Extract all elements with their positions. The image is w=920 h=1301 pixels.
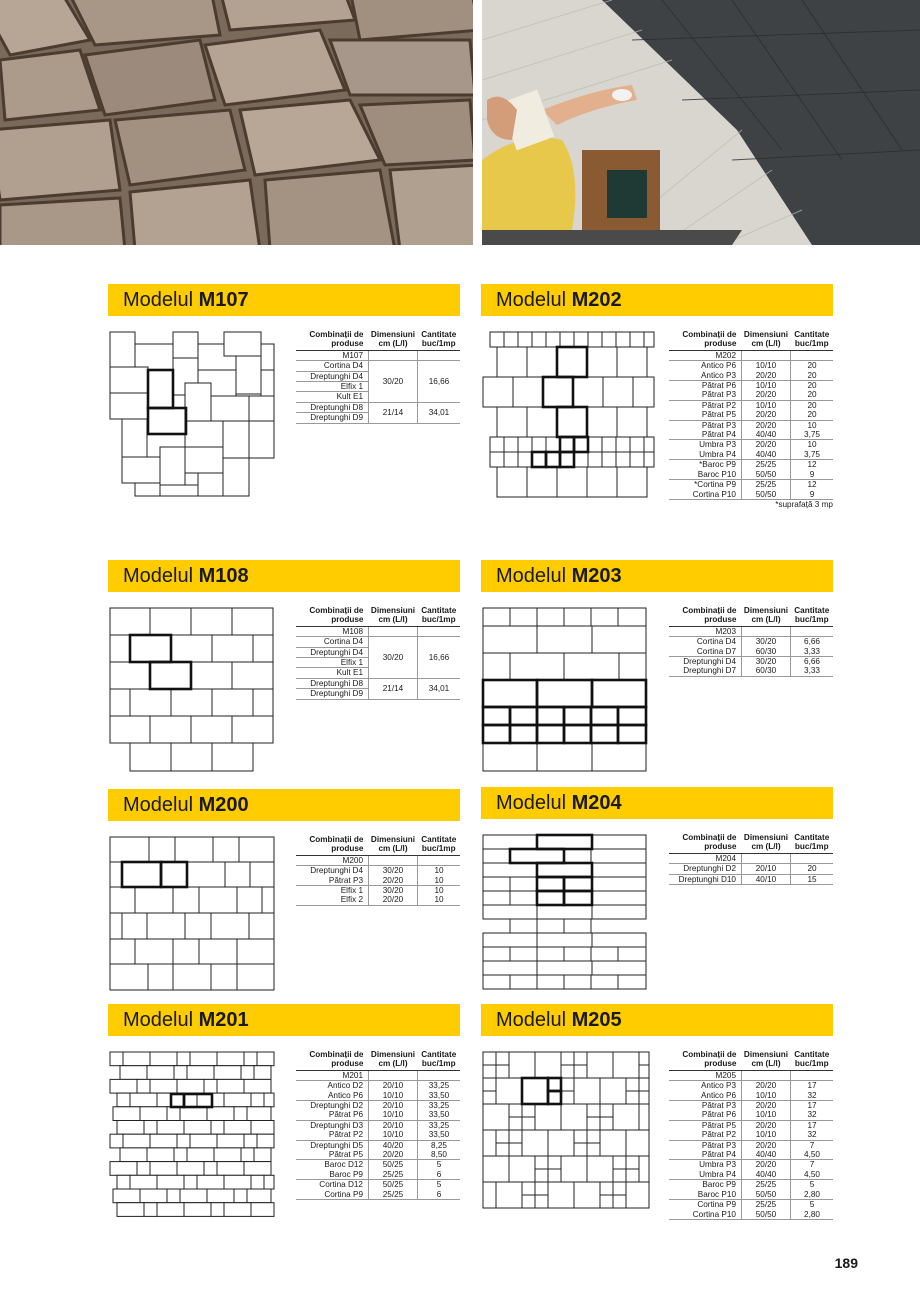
dimension-value: 50/50 <box>742 490 791 500</box>
dimension-value: 25/25 <box>742 1180 791 1190</box>
table-row <box>669 1081 833 1091</box>
quantity-value: 6,66 <box>804 657 820 667</box>
product-name: Dreptunghi D3 <box>310 1120 363 1130</box>
product-name: Antico P6 <box>700 361 736 371</box>
quantity-value: 20 <box>791 864 834 874</box>
section-title-bar <box>481 560 833 592</box>
model-row <box>296 855 460 865</box>
product-table-m204: Combinații de produse Dimensiuni cm (L/l) Cantitate buc/1mp M204 Dreptunghi D2 20/10 20 Dreptunghi D10 40/10 15 <box>669 833 833 885</box>
quantity-value: 10 <box>418 895 461 905</box>
section-title-bar <box>481 1004 833 1036</box>
table-row <box>669 1091 833 1101</box>
quantity-value: 7 <box>809 1160 815 1170</box>
table-row <box>669 1120 833 1130</box>
paving-pattern-m108 <box>108 606 276 774</box>
product-name: Cortina P9 <box>697 1200 736 1210</box>
model-row <box>669 853 833 863</box>
section-title-bar <box>108 1004 460 1036</box>
dimension-value: 10/10 <box>742 1130 791 1140</box>
table-row <box>669 490 833 500</box>
product-name: Dreptunghi D4 <box>683 657 736 667</box>
model-row <box>296 626 460 636</box>
table-row <box>669 460 833 470</box>
table-row <box>669 1180 833 1190</box>
dimension-value: 25/25 <box>369 1170 418 1180</box>
product-name: M108 <box>296 626 369 636</box>
table-row <box>296 1140 460 1150</box>
quantity-value: 17 <box>807 1101 817 1111</box>
dimension-value: 40/20 <box>369 1140 418 1150</box>
product-name: Pătrat P3 <box>701 1140 736 1150</box>
product-name: Pătrat P4 <box>669 430 742 440</box>
table-row <box>296 1150 460 1160</box>
quantity-value: 20 <box>807 381 817 391</box>
product-name: Cortina P10 <box>669 490 742 500</box>
product-name: Dreptunghi D5 <box>310 1140 363 1150</box>
product-name: Umbra P4 <box>669 450 742 460</box>
dimension-value: 20/10 <box>369 1120 418 1130</box>
quantity-value: 16,66 <box>418 637 461 679</box>
product-table-m201: Combinații de produse Dimensiuni cm (L/l) Cantitate buc/1mp M201 Antico D2 20/10 33,25 Antico P6 10/10 33,50 Dreptunghi D2 20/10 33,25 Pătrat P6 10/10 33,50 Dreptunghi D3 20/10 33,25 Pătrat P2 10/10 33,50 Dreptunghi D5 40/20 8,25 Pătrat P5 20/20 8,50 Baroc D12 50/25 5 Baroc P9 25/25 6 Cortina D12 50/25 5 Cortina P9 25/25 6 <box>296 1050 460 1200</box>
product-name: Baroc P9 <box>702 1180 736 1190</box>
section-title: Modelul M108 <box>123 565 249 587</box>
quantity-value: 10 <box>807 440 817 450</box>
dimension-value: 30/20 <box>742 657 791 667</box>
product-name: Pătrat P3 <box>701 420 736 430</box>
table-row <box>669 666 833 676</box>
dimension-value: 20/20 <box>742 390 791 400</box>
product-table-m107: Combinații de produse Dimensiuni cm (L/l) Cantitate buc/1mp M107 Cortina D4 30/20 16,66 Dreptunghi D4 Elfix 1 Kult E1 Dreptunghi D8 21/14 34,01 Dreptunghi D9 <box>296 330 460 424</box>
table-row <box>669 480 833 490</box>
model-row <box>669 1070 833 1080</box>
quantity-value: 8,50 <box>418 1150 461 1160</box>
dimension-value: 10/10 <box>369 1110 418 1120</box>
dimension-value: 20/20 <box>742 1140 791 1150</box>
quantity-value: 33,50 <box>418 1130 461 1140</box>
table-row <box>669 864 833 874</box>
page-number: 189 <box>834 1255 858 1271</box>
dimension-value: 25/25 <box>369 1190 418 1200</box>
table-row <box>669 1150 833 1160</box>
quantity-value: 10 <box>418 876 461 886</box>
quantity-value: 17 <box>807 1120 817 1130</box>
quantity-value: 20 <box>807 400 817 410</box>
table-row <box>669 1101 833 1111</box>
model-row <box>669 350 833 360</box>
product-name: Cortina D4 <box>296 637 369 647</box>
dimension-value: 50/25 <box>369 1180 418 1190</box>
table-row <box>669 874 833 884</box>
product-name: Pătrat P3 <box>669 390 742 400</box>
product-name: *Baroc P9 <box>699 460 736 470</box>
product-name: Cortina D4 <box>296 361 369 371</box>
section-title-bar <box>481 787 833 819</box>
dimension-value: 50/50 <box>742 1190 791 1200</box>
quantity-value: 2,80 <box>791 1210 834 1220</box>
quantity-value: 7 <box>809 1140 815 1150</box>
table-row <box>669 420 833 430</box>
product-name: Dreptunghi D10 <box>669 874 742 884</box>
dimension-value: 20/10 <box>369 1081 418 1091</box>
product-name: Pătrat P2 <box>296 1130 369 1140</box>
table-row <box>296 876 460 886</box>
product-name: Pătrat P6 <box>701 381 736 391</box>
quantity-value: 9 <box>791 490 834 500</box>
product-name: Elfix 1 <box>296 658 369 668</box>
product-name: M200 <box>296 855 369 865</box>
product-name: Cortina D4 <box>696 637 736 647</box>
product-table-m202: Combinații de produse Dimensiuni cm (L/l) Cantitate buc/1mp M202 Antico P6 10/10 20 Antico P3 20/20 20 Pătrat P6 10/10 20 Pătrat P3 20/20 20 Pătrat P2 10/10 20 Pătrat P5 20/20 20 Pătrat P3 20/20 10 Pătrat P4 40/40 3,75 Umbra P3 20/20 10 Umbra P4 40/40 3,75 *Baroc P9 25/25 12 Baroc P10 50/50 9 *Cortina P9 25/25 12 Cortina P10 50/50 9 *suprafață 3 mp <box>669 330 833 509</box>
product-name: Dreptunghi D4 <box>296 371 369 381</box>
quantity-value: 20 <box>807 361 817 371</box>
quantity-value: 6,66 <box>804 637 820 647</box>
table-row <box>669 1170 833 1180</box>
table-row <box>296 1160 460 1170</box>
product-name: Baroc P9 <box>296 1170 369 1180</box>
table-row <box>296 1101 460 1111</box>
product-name: Elfix 1 <box>340 886 363 896</box>
dimension-value: 40/40 <box>742 1170 791 1180</box>
dimension-value: 20/20 <box>742 1081 791 1091</box>
dimension-value: 20/20 <box>742 410 791 420</box>
quantity-value: 32 <box>791 1091 834 1101</box>
product-name: Pătrat P2 <box>669 1130 742 1140</box>
dimension-value: 25/25 <box>742 480 791 490</box>
product-name: Dreptunghi D2 <box>310 1101 363 1111</box>
dimension-value: 40/40 <box>742 1150 791 1160</box>
quantity-value: 33,50 <box>418 1091 461 1101</box>
dimension-value: 20/20 <box>742 371 791 381</box>
quantity-value: 20 <box>791 390 834 400</box>
product-name: Pătrat P3 <box>296 876 369 886</box>
table-row <box>669 381 833 391</box>
dimension-value: 10/10 <box>742 361 791 371</box>
table-row <box>669 1130 833 1140</box>
product-name: Antico P3 <box>669 371 742 381</box>
dimension-value: 10/10 <box>742 1091 791 1101</box>
table-row <box>669 637 833 647</box>
dimension-value: 20/20 <box>369 895 418 905</box>
table-row <box>669 450 833 460</box>
table-row <box>669 647 833 657</box>
quantity-value: 32 <box>791 1130 834 1140</box>
table-note: *suprafață 3 mp <box>775 499 833 509</box>
quantity-value: 17 <box>807 1081 817 1091</box>
section-title: Modelul M107 <box>123 289 249 311</box>
product-name: Pătrat P6 <box>296 1110 369 1120</box>
product-name: Antico P3 <box>700 1081 736 1091</box>
section-title: Modelul M201 <box>123 1009 249 1031</box>
section-title: Modelul M203 <box>496 565 622 587</box>
quantity-value: 16,66 <box>418 361 461 403</box>
dimension-value: 20/10 <box>369 1101 418 1111</box>
dimension-value: 10/10 <box>742 1110 791 1120</box>
dimension-value: 50/50 <box>742 470 791 480</box>
product-name: Pătrat P5 <box>296 1150 369 1160</box>
product-name: Pătrat P5 <box>669 410 742 420</box>
quantity-value: 34,01 <box>418 402 461 423</box>
dimension-value: 40/40 <box>742 430 791 440</box>
table-row <box>669 1110 833 1120</box>
quantity-value: 34,01 <box>418 678 461 699</box>
product-name: Kult E1 <box>296 668 369 678</box>
table-row <box>296 361 460 371</box>
dimension-value: 30/20 <box>742 637 791 647</box>
product-name: Dreptunghi D4 <box>310 866 363 876</box>
product-name: M107 <box>296 350 369 360</box>
quantity-value: 3,75 <box>791 430 834 440</box>
product-name: Cortina D7 <box>669 647 742 657</box>
table-row <box>669 371 833 381</box>
product-name: Umbra P3 <box>699 440 736 450</box>
product-name: *Cortina P9 <box>694 480 736 490</box>
photo-paving-stones <box>0 0 473 245</box>
dimension-value: 21/14 <box>369 678 418 699</box>
quantity-value: 10 <box>807 420 817 430</box>
dimension-value: 40/40 <box>742 450 791 460</box>
dimension-value: 25/25 <box>742 1200 791 1210</box>
quantity-value: 3,33 <box>791 666 834 676</box>
table-row <box>669 1210 833 1220</box>
product-name: Pătrat P5 <box>701 1120 736 1130</box>
product-name: Dreptunghi D2 <box>669 864 742 874</box>
table-row <box>669 410 833 420</box>
product-name: Antico P6 <box>296 1091 369 1101</box>
paving-pattern-m200 <box>108 835 276 993</box>
product-name: Dreptunghi D9 <box>296 413 369 423</box>
quantity-value: 33,25 <box>428 1120 450 1130</box>
dimension-value: 40/10 <box>742 874 791 884</box>
dimension-value: 50/50 <box>742 1210 791 1220</box>
table-row <box>296 866 460 876</box>
product-name: Antico P6 <box>669 1091 742 1101</box>
photo-woman-reading-on-pavement <box>482 0 920 245</box>
product-name: Baroc D12 <box>324 1160 363 1170</box>
model-row <box>669 626 833 636</box>
model-row <box>296 350 460 360</box>
quantity-value: 5 <box>436 1160 442 1170</box>
table-row <box>296 1190 460 1200</box>
dimension-value: 30/20 <box>369 637 418 679</box>
quantity-value: 12 <box>807 460 817 470</box>
table-row <box>669 361 833 371</box>
section-title-bar <box>108 789 460 821</box>
model-row <box>296 1070 460 1080</box>
paving-pattern-m204 <box>481 833 651 993</box>
product-name: Pătrat P3 <box>701 1101 736 1111</box>
quantity-value: 12 <box>807 480 817 490</box>
product-name: Baroc P10 <box>669 1190 742 1200</box>
table-row <box>669 1160 833 1170</box>
table-row <box>296 1091 460 1101</box>
table-row <box>669 470 833 480</box>
quantity-value: 32 <box>791 1110 834 1120</box>
table-row <box>669 440 833 450</box>
dimension-value: 20/10 <box>742 864 791 874</box>
section-title: Modelul M200 <box>123 794 249 816</box>
product-name: Cortina P9 <box>296 1190 369 1200</box>
quantity-value: 20 <box>791 371 834 381</box>
product-name: Dreptunghi D9 <box>296 689 369 699</box>
section-title: Modelul M205 <box>496 1009 622 1031</box>
table-row <box>669 390 833 400</box>
product-name: Kult E1 <box>296 392 369 402</box>
product-name: Pătrat P2 <box>701 400 736 410</box>
table-row <box>296 1130 460 1140</box>
dimension-value: 20/20 <box>742 1120 791 1130</box>
paving-pattern-m202 <box>481 330 656 500</box>
dimension-value: 60/30 <box>742 647 791 657</box>
table-row <box>296 895 460 905</box>
product-name: Pătrat P6 <box>669 1110 742 1120</box>
product-table-m203: Combinații de produse Dimensiuni cm (L/l) Cantitate buc/1mp M203 Cortina D4 30/20 6,66 Cortina D7 60/30 3,33 Dreptunghi D4 30/20 6,66 Dreptunghi D7 60/30 3,33 <box>669 606 833 677</box>
quantity-value: 6 <box>418 1170 461 1180</box>
quantity-value: 33,25 <box>428 1101 450 1111</box>
dimension-value: 10/10 <box>369 1091 418 1101</box>
product-name: Umbra P4 <box>669 1170 742 1180</box>
dimension-value: 30/20 <box>369 361 418 403</box>
dimension-value: 20/20 <box>742 440 791 450</box>
table-row <box>296 1170 460 1180</box>
product-name: M201 <box>296 1070 369 1080</box>
quantity-value: 8,25 <box>431 1140 447 1150</box>
dimension-value: 10/10 <box>742 400 791 410</box>
product-table-m205: Combinații de produse Dimensiuni cm (L/l) Cantitate buc/1mp M205 Antico P3 20/20 17 Antico P6 10/10 32 Pătrat P3 20/20 17 Pătrat P6 10/10 32 Pătrat P5 20/20 17 Pătrat P2 10/10 32 Pătrat P3 20/20 7 Pătrat P4 40/40 4,50 Umbra P3 20/20 7 Umbra P4 40/40 4,50 Baroc P9 25/25 5 Baroc P10 50/50 2,80 Cortina P9 25/25 5 Cortina P10 50/50 2,80 <box>669 1050 833 1220</box>
product-name: Antico D2 <box>327 1081 363 1091</box>
quantity-value: 10 <box>434 866 444 876</box>
dimension-value: 10/10 <box>369 1130 418 1140</box>
dimension-value: 30/20 <box>369 886 418 896</box>
product-name: M204 <box>669 853 742 863</box>
section-title-bar <box>108 560 460 592</box>
dimension-value: 60/30 <box>742 666 791 676</box>
product-name: Dreptunghi D4 <box>296 647 369 657</box>
product-table-m108: Combinații de produse Dimensiuni cm (L/l) Cantitate buc/1mp M108 Cortina D4 30/20 16,66 Dreptunghi D4 Elfix 1 Kult E1 Dreptunghi D8 21/14 34,01 Dreptunghi D9 <box>296 606 460 700</box>
table-row <box>296 1081 460 1091</box>
quantity-value: 6 <box>418 1190 461 1200</box>
section-title: Modelul M204 <box>496 792 622 814</box>
dimension-value: 25/25 <box>742 460 791 470</box>
product-name: Elfix 2 <box>296 895 369 905</box>
quantity-value: 10 <box>434 886 444 896</box>
quantity-value: 5 <box>809 1180 815 1190</box>
table-row <box>296 678 460 688</box>
table-row <box>669 430 833 440</box>
quantity-value: 33,50 <box>418 1110 461 1120</box>
paving-pattern-m201 <box>108 1050 278 1220</box>
dimension-value: 20/20 <box>369 876 418 886</box>
quantity-value: 3,75 <box>791 450 834 460</box>
quantity-value: 5 <box>436 1180 442 1190</box>
table-row <box>669 400 833 410</box>
quantity-value: 5 <box>809 1200 815 1210</box>
dimension-value: 30/20 <box>369 866 418 876</box>
product-name: Baroc P10 <box>669 470 742 480</box>
table-row <box>296 1180 460 1190</box>
table-row <box>669 657 833 667</box>
quantity-value: 2,80 <box>791 1190 834 1200</box>
product-name: M205 <box>669 1070 742 1080</box>
quantity-value: 4,50 <box>791 1170 834 1180</box>
quantity-value: 9 <box>791 470 834 480</box>
table-row <box>296 1110 460 1120</box>
product-name: Dreptunghi D8 <box>296 678 369 688</box>
dimension-value: 20/20 <box>742 1160 791 1170</box>
product-table-m200: Combinații de produse Dimensiuni cm (L/l) Cantitate buc/1mp M200 Dreptunghi D4 30/20 10 Pătrat P3 20/20 10 Elfix 1 30/20 10 Elfix 2 20/20 10 <box>296 835 460 906</box>
table-row <box>296 637 460 647</box>
paving-pattern-m107 <box>108 330 276 498</box>
product-name: Dreptunghi D7 <box>669 666 742 676</box>
product-name: M203 <box>669 626 742 636</box>
paving-pattern-m205 <box>481 1050 651 1220</box>
product-name: Cortina D12 <box>319 1180 363 1190</box>
product-name: M202 <box>669 350 742 360</box>
product-name: Dreptunghi D8 <box>296 402 369 412</box>
product-name: Elfix 1 <box>296 382 369 392</box>
table-row <box>669 1190 833 1200</box>
table-row <box>669 1140 833 1150</box>
quantity-value: 20 <box>791 410 834 420</box>
dimension-value: 20/20 <box>369 1150 418 1160</box>
table-row <box>296 1120 460 1130</box>
quantity-value: 3,33 <box>791 647 834 657</box>
paving-pattern-m203 <box>481 606 651 774</box>
quantity-value: 4,50 <box>791 1150 834 1160</box>
table-row <box>296 402 460 412</box>
section-title-bar <box>481 284 833 316</box>
section-title-bar <box>108 284 460 316</box>
quantity-value: 15 <box>791 874 834 884</box>
table-row <box>669 1200 833 1210</box>
product-name: Umbra P3 <box>699 1160 736 1170</box>
dimension-value: 50/25 <box>369 1160 418 1170</box>
dimension-value: 20/20 <box>742 420 791 430</box>
dimension-value: 10/10 <box>742 381 791 391</box>
section-title: Modelul M202 <box>496 289 622 311</box>
quantity-value: 33,25 <box>428 1081 450 1091</box>
table-row <box>296 886 460 896</box>
dimension-value: 21/14 <box>369 402 418 423</box>
product-name: Cortina P10 <box>669 1210 742 1220</box>
product-name: Pătrat P4 <box>669 1150 742 1160</box>
dimension-value: 20/20 <box>742 1101 791 1111</box>
